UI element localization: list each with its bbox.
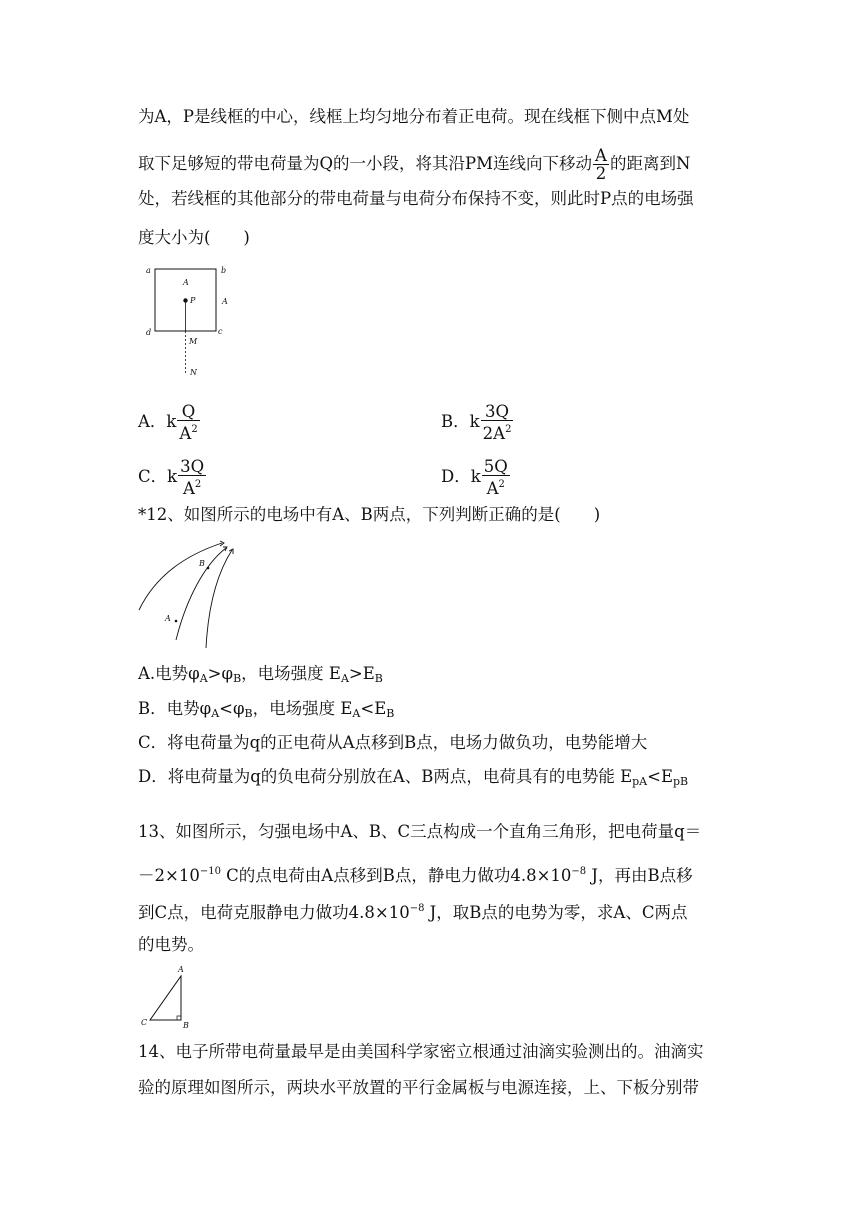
- option-label: A．: [138, 412, 167, 431]
- subscript: A: [340, 672, 349, 685]
- point-a-dot: [175, 620, 178, 623]
- label-n: N: [190, 368, 197, 377]
- subscript: B: [374, 672, 383, 685]
- point-b-dot: [207, 567, 210, 570]
- constant-k: k: [166, 412, 177, 431]
- denominator-base: A: [486, 479, 499, 498]
- fraction-denominator: [481, 420, 514, 442]
- fraction-numerator: Q: [181, 402, 196, 421]
- q11-line-4: 度大小为( ): [138, 228, 250, 247]
- subscript: pB: [673, 775, 689, 788]
- label-p: P: [190, 296, 196, 305]
- text: J，取B点的电势为零，求A、C两点: [424, 903, 688, 922]
- q13-line-2: [138, 862, 693, 886]
- label-a: A: [178, 965, 184, 974]
- q11-line-2: [138, 147, 690, 182]
- q13-triangle-figure: [140, 962, 200, 1032]
- text: 到C点，电荷克服静电力做功4.8×10: [138, 903, 410, 922]
- fraction-numerator: 5Q: [483, 457, 508, 476]
- fraction-numerator: 3Q: [485, 402, 510, 421]
- q11-distance-fraction: [593, 147, 609, 182]
- q12-option-c: C．将电荷量为q的正电荷从A点移到B点，电场力做负功，电势能增大: [138, 733, 648, 752]
- text: <φ: [219, 699, 245, 718]
- text: <E: [360, 699, 387, 718]
- text: ，电场强度 E: [252, 699, 353, 718]
- text: D．将电荷量为q的负电荷分别放在A、B两点，电荷具有的电势能 E: [138, 767, 633, 786]
- text: C的点电荷由A点移到B点，静电力做功4.8×10: [220, 866, 572, 885]
- label-b: B: [199, 559, 205, 568]
- label-c: c: [218, 327, 223, 336]
- denominator-exponent: 2: [505, 424, 512, 435]
- fraction-denominator: 2: [593, 164, 609, 182]
- constant-k: k: [469, 412, 480, 431]
- fraction-numerator: A: [595, 146, 607, 165]
- right-triangle: [150, 976, 181, 1020]
- option-label: D．: [441, 467, 471, 486]
- q12-field-lines-figure: [136, 540, 246, 650]
- label-b: b: [221, 266, 227, 275]
- label-side-a-top: A: [183, 278, 189, 287]
- option-label: C．: [138, 467, 168, 486]
- option-fraction: [482, 458, 510, 497]
- constant-k: k: [470, 467, 481, 486]
- text: >E: [348, 664, 375, 683]
- denominator-base: A: [182, 479, 195, 498]
- text: －2×10: [138, 866, 200, 885]
- q13-line-4: 的电势。: [138, 935, 204, 954]
- fraction-numerator: 3Q: [180, 457, 205, 476]
- subscript: pA: [632, 775, 648, 788]
- label-a: a: [146, 266, 151, 275]
- q12-stem: *12、如图所示的电场中有A、B两点，下列判断正确的是( ): [138, 505, 601, 524]
- q12-option-a: [138, 664, 383, 689]
- exponent: −8: [571, 866, 587, 877]
- label-b: B: [183, 1021, 189, 1030]
- subscript: A: [352, 707, 361, 720]
- text: >φ: [207, 664, 234, 683]
- q12-option-d: [138, 767, 688, 792]
- option-fraction: [481, 403, 514, 442]
- subscript: B: [386, 707, 395, 720]
- fraction-denominator: [178, 475, 206, 497]
- label-c: C: [141, 1018, 148, 1027]
- option-fraction: [177, 403, 199, 442]
- fraction-denominator: [482, 475, 510, 497]
- subscript: A: [211, 707, 220, 720]
- field-line-1: [139, 543, 222, 610]
- denominator-exponent: 2: [194, 479, 202, 490]
- label-m: M: [189, 337, 198, 346]
- text: A.电势φ: [138, 664, 200, 683]
- denominator-exponent: 2: [191, 424, 198, 435]
- text: ，电场强度 E: [241, 664, 341, 683]
- q11-line-1: 为A，P是线框的中心，线框上均匀地分布着正电荷。现在线框下侧中点M处: [138, 107, 690, 126]
- denominator-base: A: [179, 424, 192, 443]
- q14-line-2: 验的原理如图所示，两块水平放置的平行金属板与电源连接，上、下板分别带: [138, 1078, 699, 1097]
- exponent: −10: [199, 866, 221, 877]
- q12-option-b: [138, 699, 394, 724]
- q11-option-d: [441, 458, 511, 497]
- label-a: A: [165, 614, 171, 623]
- q11-square-frame-figure: [140, 262, 240, 382]
- q14-line-1: 14、电子所带电荷量最早是由美国科学家密立根通过油滴实验测出的。油滴实: [138, 1042, 704, 1061]
- constant-k: k: [167, 467, 178, 486]
- right-angle-mark: [177, 1016, 181, 1020]
- option-fraction: [178, 458, 206, 497]
- subscript: B: [233, 672, 242, 685]
- subscript: A: [199, 672, 208, 685]
- exponent: −8: [409, 903, 425, 914]
- label-d: d: [146, 328, 152, 337]
- q11-line-2-text-b: 的距离到N: [609, 154, 691, 173]
- fraction-denominator: [177, 420, 199, 442]
- denominator-exponent: 2: [498, 479, 505, 490]
- text: B．电势φ: [138, 699, 212, 718]
- label-side-a-right: A: [222, 297, 228, 306]
- option-label: B．: [441, 412, 470, 431]
- denominator-base: 2A: [482, 424, 506, 443]
- q11-line-3: 处，若线框的其他部分的带电荷量与电荷分布保持不变，则此时P点的电场强: [138, 189, 694, 208]
- text: J，再由B点移: [586, 866, 693, 885]
- q11-option-a: [138, 403, 201, 442]
- subscript: B: [244, 707, 253, 720]
- q11-option-c: [138, 458, 207, 497]
- q13-line-1: 13、如图所示，匀强电场中A、B、C三点构成一个直角三角形，把电荷量q＝: [138, 822, 702, 841]
- q11-option-b: [441, 403, 514, 442]
- q13-line-3: [138, 899, 687, 923]
- text: <E: [647, 767, 673, 786]
- q11-line-2-text-a: 取下足够短的带电荷量为Q的一小段，将其沿PM连线向下移动: [138, 154, 593, 173]
